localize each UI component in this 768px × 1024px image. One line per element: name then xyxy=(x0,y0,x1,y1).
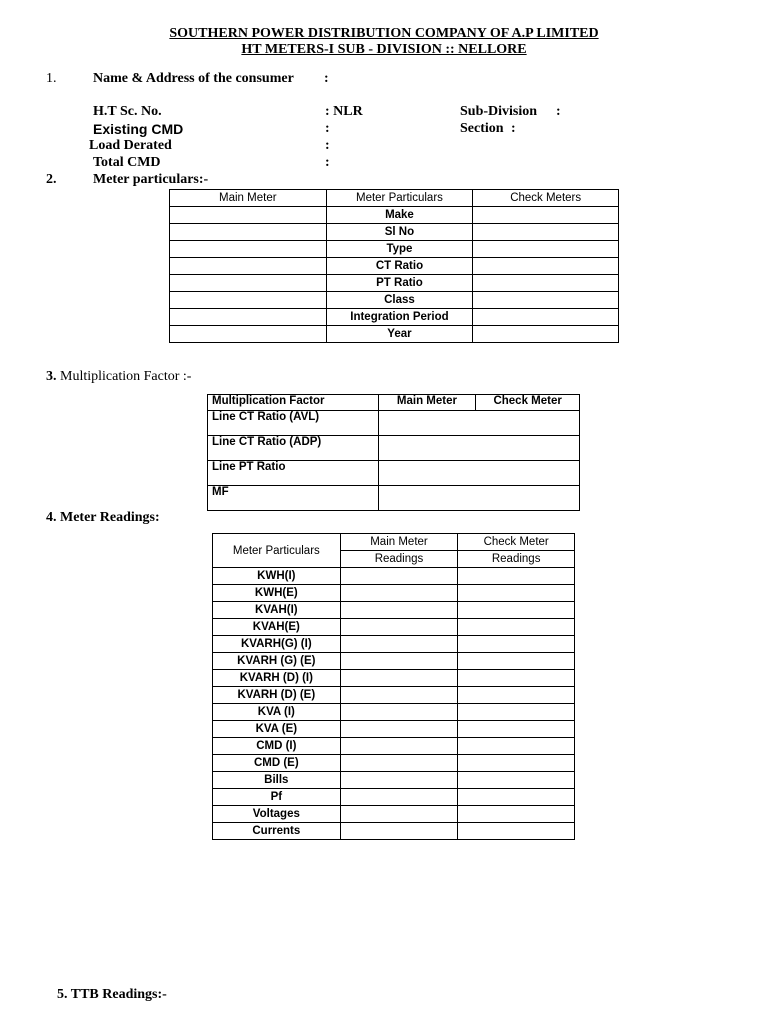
table-row xyxy=(213,704,575,721)
main-meter-cell[interactable] xyxy=(170,309,327,326)
main-meter-cell[interactable] xyxy=(170,207,327,224)
check-meter-cell[interactable] xyxy=(473,224,619,241)
reading-label-cell: CMD (I) xyxy=(213,738,341,755)
check-meter-cell[interactable] xyxy=(473,258,619,275)
particular-cell: Integration Period xyxy=(326,309,473,326)
section2-number: 2. xyxy=(46,172,57,187)
table-row xyxy=(213,806,575,823)
check-reading-cell[interactable] xyxy=(458,585,575,602)
particular-cell: Class xyxy=(326,292,473,309)
check-reading-cell[interactable] xyxy=(458,806,575,823)
load-derated-label: Load Derated xyxy=(89,138,172,153)
consumer-name-label: Name & Address of the consumer xyxy=(93,71,294,86)
main-reading-cell[interactable] xyxy=(340,602,458,619)
table-row xyxy=(213,653,575,670)
table-row xyxy=(170,207,619,224)
particular-cell: Type xyxy=(326,241,473,258)
check-meter-cell[interactable] xyxy=(473,309,619,326)
multiplication-factor-label: Multiplication Factor :- xyxy=(60,369,192,384)
check-reading-cell[interactable] xyxy=(458,738,575,755)
mf-value-cell[interactable] xyxy=(378,461,579,486)
main-meter-cell[interactable] xyxy=(170,241,327,258)
main-meter-cell[interactable] xyxy=(170,326,327,343)
main-reading-cell[interactable] xyxy=(340,721,458,738)
table-row xyxy=(213,534,575,551)
ttb-readings-label: 5. TTB Readings:- xyxy=(57,987,167,1002)
table-row xyxy=(213,585,575,602)
check-meter-cell[interactable] xyxy=(473,326,619,343)
meter-particulars-table xyxy=(169,189,619,343)
table-row xyxy=(213,789,575,806)
table-row xyxy=(170,224,619,241)
table-row xyxy=(208,486,580,511)
multiplication-factor-table xyxy=(207,394,580,511)
reading-label-cell: Voltages xyxy=(213,806,341,823)
table-row xyxy=(170,292,619,309)
check-reading-cell[interactable] xyxy=(458,602,575,619)
table-row xyxy=(213,772,575,789)
reading-label-cell: KVARH (D) (I) xyxy=(213,670,341,687)
table-row xyxy=(213,568,575,585)
table-row xyxy=(208,436,580,461)
reading-label-cell: KVARH(G) (I) xyxy=(213,636,341,653)
main-reading-cell[interactable] xyxy=(340,738,458,755)
header-check-meter: Check Meter xyxy=(476,395,580,411)
existing-cmd-value: : xyxy=(325,121,330,136)
check-reading-cell[interactable] xyxy=(458,755,575,772)
reading-label-cell: KVA (I) xyxy=(213,704,341,721)
header-main-meter: Main Meter xyxy=(378,395,476,411)
main-meter-cell[interactable] xyxy=(170,292,327,309)
main-reading-cell[interactable] xyxy=(340,755,458,772)
section3-number: 3. xyxy=(46,369,57,384)
check-reading-cell[interactable] xyxy=(458,823,575,840)
main-reading-cell[interactable] xyxy=(340,823,458,840)
check-reading-cell[interactable] xyxy=(458,721,575,738)
table-row xyxy=(213,721,575,738)
header-multiplication-factor: Multiplication Factor xyxy=(208,395,379,411)
main-reading-cell[interactable] xyxy=(340,806,458,823)
sub-division-value: : xyxy=(556,104,561,119)
check-meter-cell[interactable] xyxy=(473,241,619,258)
check-reading-cell[interactable] xyxy=(458,619,575,636)
meter-particulars-label: Meter particulars:- xyxy=(93,172,209,187)
particular-cell: CT Ratio xyxy=(326,258,473,275)
table-row xyxy=(208,461,580,486)
check-reading-cell[interactable] xyxy=(458,670,575,687)
check-reading-cell[interactable] xyxy=(458,687,575,704)
main-reading-cell[interactable] xyxy=(340,687,458,704)
main-reading-cell[interactable] xyxy=(340,772,458,789)
section-value: : xyxy=(511,121,516,136)
main-reading-cell[interactable] xyxy=(340,653,458,670)
check-reading-cell[interactable] xyxy=(458,636,575,653)
reading-label-cell: Currents xyxy=(213,823,341,840)
main-meter-cell[interactable] xyxy=(170,224,327,241)
check-meter-cell[interactable] xyxy=(473,292,619,309)
check-meter-cell[interactable] xyxy=(473,275,619,292)
mf-value-cell[interactable] xyxy=(378,411,579,436)
check-reading-cell[interactable] xyxy=(458,772,575,789)
sub-division-label: Sub-Division xyxy=(460,104,538,119)
table-row xyxy=(213,670,575,687)
header-meter-particulars: Meter Particulars xyxy=(213,534,341,568)
table-row xyxy=(213,619,575,636)
reading-label-cell: KVARH (D) (E) xyxy=(213,687,341,704)
table-row xyxy=(208,411,580,436)
reading-label-cell: KWH(I) xyxy=(213,568,341,585)
table-row xyxy=(170,326,619,343)
reading-label-cell: Pf xyxy=(213,789,341,806)
reading-label-cell: CMD (E) xyxy=(213,755,341,772)
header-main-readings: Readings xyxy=(340,551,458,568)
check-reading-cell[interactable] xyxy=(458,789,575,806)
particular-cell: Sl No xyxy=(326,224,473,241)
table-row xyxy=(213,755,575,772)
reading-label-cell: KVAH(E) xyxy=(213,619,341,636)
meter-readings-table xyxy=(212,533,575,840)
particular-cell: PT Ratio xyxy=(326,275,473,292)
main-reading-cell[interactable] xyxy=(340,636,458,653)
particular-cell: Make xyxy=(326,207,473,224)
mf-value-cell[interactable] xyxy=(378,486,579,511)
table-row xyxy=(170,275,619,292)
header-main-meter: Main Meter xyxy=(170,190,327,207)
mf-label-cell: MF xyxy=(208,486,379,511)
check-meter-cell[interactable] xyxy=(473,207,619,224)
reading-label-cell: KVA (E) xyxy=(213,721,341,738)
table-row xyxy=(213,687,575,704)
total-cmd-label: Total CMD xyxy=(93,155,161,170)
mf-label-cell: Line CT Ratio (ADP) xyxy=(208,436,379,461)
mf-value-cell[interactable] xyxy=(378,436,579,461)
main-reading-cell[interactable] xyxy=(340,585,458,602)
reading-label-cell: KVAH(I) xyxy=(213,602,341,619)
table-row xyxy=(213,823,575,840)
section1-number: 1. xyxy=(46,71,57,86)
reading-label-cell: KWH(E) xyxy=(213,585,341,602)
check-reading-cell[interactable] xyxy=(458,653,575,670)
main-reading-cell[interactable] xyxy=(340,568,458,585)
header-check-readings: Readings xyxy=(458,551,575,568)
company-title: SOUTHERN POWER DISTRIBUTION COMPANY OF A.P LIMITED xyxy=(169,26,599,41)
header-check-meters: Check Meters xyxy=(473,190,619,207)
header-meter-particulars: Meter Particulars xyxy=(326,190,473,207)
meter-readings-label: 4. Meter Readings: xyxy=(46,510,160,525)
table-row xyxy=(213,636,575,653)
section-label: Section xyxy=(460,121,504,136)
load-derated-value: : xyxy=(325,138,330,153)
table-row xyxy=(208,395,580,411)
consumer-name-colon: : xyxy=(324,71,329,86)
ht-sc-no-label: H.T Sc. No. xyxy=(93,104,162,119)
main-reading-cell[interactable] xyxy=(340,789,458,806)
section3-heading xyxy=(46,369,191,385)
existing-cmd-label: Existing CMD xyxy=(93,121,184,137)
reading-label-cell: Bills xyxy=(213,772,341,789)
table-row xyxy=(213,738,575,755)
total-cmd-value: : xyxy=(325,155,330,170)
main-meter-cell[interactable] xyxy=(170,275,327,292)
main-reading-cell[interactable] xyxy=(340,704,458,721)
main-reading-cell[interactable] xyxy=(340,619,458,636)
table-row xyxy=(170,190,619,207)
check-reading-cell[interactable] xyxy=(458,568,575,585)
subdivision-title: HT METERS-I SUB - DIVISION :: NELLORE xyxy=(241,42,527,57)
table-row xyxy=(170,309,619,326)
mf-label-cell: Line CT Ratio (AVL) xyxy=(208,411,379,436)
ht-sc-no-value: : NLR xyxy=(325,104,363,119)
main-meter-cell[interactable] xyxy=(170,258,327,275)
mf-label-cell: Line PT Ratio xyxy=(208,461,379,486)
header-check-meter: Check Meter xyxy=(458,534,575,551)
header-main-meter: Main Meter xyxy=(340,534,458,551)
table-row xyxy=(170,258,619,275)
check-reading-cell[interactable] xyxy=(458,704,575,721)
table-row xyxy=(170,241,619,258)
reading-label-cell: KVARH (G) (E) xyxy=(213,653,341,670)
particular-cell: Year xyxy=(326,326,473,343)
table-row xyxy=(213,602,575,619)
main-reading-cell[interactable] xyxy=(340,670,458,687)
